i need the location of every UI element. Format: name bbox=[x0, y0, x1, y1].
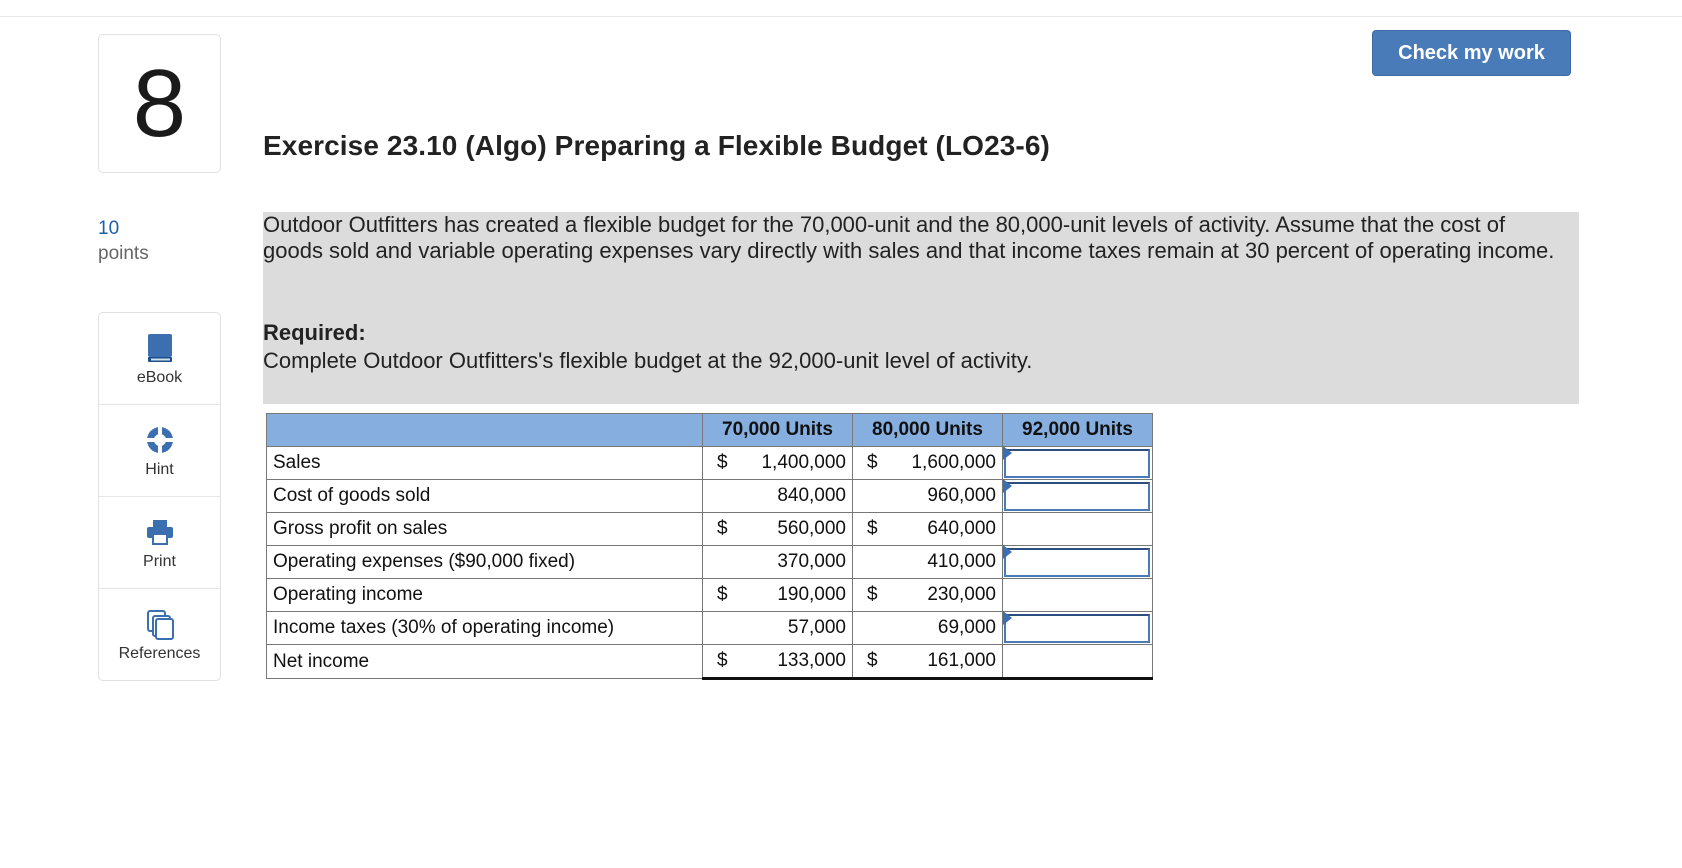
book-icon bbox=[147, 331, 173, 365]
dollar-sign: $ bbox=[867, 584, 878, 605]
cell-70000 bbox=[703, 447, 853, 480]
row-label: Income taxes (30% of operating income) bbox=[267, 612, 703, 645]
row-label: Operating income bbox=[267, 579, 703, 612]
table-row bbox=[267, 513, 1153, 546]
table-row bbox=[267, 645, 1153, 679]
lifebuoy-icon bbox=[145, 423, 175, 457]
cell-80000 bbox=[853, 546, 1003, 579]
flag-icon bbox=[1003, 611, 1012, 625]
cell-80000 bbox=[853, 645, 1003, 679]
flexible-budget-table bbox=[266, 413, 1153, 680]
dollar-sign: $ bbox=[717, 452, 728, 473]
nav-hint-label: Hint bbox=[145, 460, 174, 478]
nav-print-label: Print bbox=[143, 552, 176, 570]
required-instruction: Complete Outdoor Outfitters's flexible budget at the 92,000-unit level of activity. bbox=[263, 348, 1033, 373]
cell-80000 bbox=[853, 579, 1003, 612]
amount-value: 410,000 bbox=[927, 551, 996, 572]
exercise-title: Exercise 23.10 (Algo) Preparing a Flexible Budget (LO23-6) bbox=[263, 130, 1050, 161]
problem-statement bbox=[263, 212, 1579, 404]
amount-value: 960,000 bbox=[927, 485, 996, 506]
amount-value: 1,600,000 bbox=[911, 452, 996, 473]
nav-print[interactable] bbox=[99, 497, 220, 589]
cell-70000 bbox=[703, 546, 853, 579]
flag-icon bbox=[1003, 545, 1012, 559]
row-label: Gross profit on sales bbox=[267, 513, 703, 546]
side-nav bbox=[98, 312, 221, 681]
table-row bbox=[267, 612, 1153, 645]
dollar-sign: $ bbox=[867, 452, 878, 473]
amount-value: 190,000 bbox=[777, 584, 846, 605]
documents-icon bbox=[145, 607, 175, 641]
header-80000: 80,000 Units bbox=[853, 414, 1003, 447]
amount-value: 133,000 bbox=[777, 650, 846, 671]
question-number: 8 bbox=[98, 34, 221, 173]
nav-ebook-label: eBook bbox=[136, 368, 183, 386]
problem-text: Outdoor Outfitters has created a flexible budget for the 70,000-unit and the 80,000-unit levels of activity. Assume that the cost of goods sold and variable operating expenses vary directly with sales and that income taxes remain at 30 percent of operating income. bbox=[263, 212, 1555, 263]
required-label: Required: bbox=[263, 320, 366, 345]
cell-92000[interactable] bbox=[1003, 612, 1153, 645]
cell-80000 bbox=[853, 612, 1003, 645]
row-label: Sales bbox=[267, 447, 703, 480]
amount-value: 1,400,000 bbox=[761, 452, 846, 473]
dollar-sign: $ bbox=[717, 650, 728, 671]
dollar-sign: $ bbox=[867, 650, 878, 671]
check-my-work-button[interactable]: Check my work bbox=[1372, 30, 1571, 76]
amount-value: 640,000 bbox=[927, 518, 996, 539]
nav-references[interactable] bbox=[99, 589, 220, 681]
header-92000: 92,000 Units bbox=[1003, 414, 1153, 447]
computed-cell bbox=[1003, 579, 1152, 611]
flag-icon bbox=[1003, 446, 1012, 460]
cell-70000 bbox=[703, 645, 853, 679]
points-value: 10 bbox=[98, 218, 120, 239]
cell-92000[interactable] bbox=[1003, 546, 1153, 579]
computed-cell bbox=[1003, 513, 1152, 545]
nav-ebook[interactable] bbox=[99, 313, 220, 405]
dollar-sign: $ bbox=[717, 518, 728, 539]
flag-icon bbox=[1003, 479, 1012, 493]
row-label: Net income bbox=[267, 645, 703, 679]
cell-92000 bbox=[1003, 579, 1153, 612]
answer-input[interactable] bbox=[1004, 614, 1150, 643]
cell-92000[interactable] bbox=[1003, 480, 1153, 513]
amount-value: 230,000 bbox=[927, 584, 996, 605]
cell-92000 bbox=[1003, 645, 1153, 679]
amount-value: 370,000 bbox=[777, 551, 846, 572]
points-label: points bbox=[98, 243, 149, 264]
answer-input[interactable] bbox=[1004, 449, 1150, 478]
table-row bbox=[267, 546, 1153, 579]
cell-80000 bbox=[853, 480, 1003, 513]
answer-input[interactable] bbox=[1004, 548, 1150, 577]
answer-input[interactable] bbox=[1004, 482, 1150, 511]
cell-92000 bbox=[1003, 513, 1153, 546]
header-blank bbox=[267, 414, 703, 447]
amount-value: 57,000 bbox=[787, 617, 846, 638]
top-divider bbox=[0, 16, 1682, 17]
amount-value: 560,000 bbox=[777, 518, 846, 539]
cell-70000 bbox=[703, 612, 853, 645]
computed-cell bbox=[1003, 645, 1152, 677]
nav-hint[interactable] bbox=[99, 405, 220, 497]
nav-references-label: References bbox=[118, 645, 201, 662]
table-header-row bbox=[267, 414, 1153, 447]
table-row bbox=[267, 480, 1153, 513]
dollar-sign: $ bbox=[717, 584, 728, 605]
printer-icon bbox=[145, 515, 175, 549]
table-row bbox=[267, 579, 1153, 612]
header-70000: 70,000 Units bbox=[703, 414, 853, 447]
row-label: Operating expenses ($90,000 fixed) bbox=[267, 546, 703, 579]
amount-value: 69,000 bbox=[937, 617, 996, 638]
points-block bbox=[98, 216, 149, 266]
amount-value: 161,000 bbox=[927, 650, 996, 671]
table-row bbox=[267, 447, 1153, 480]
cell-80000 bbox=[853, 513, 1003, 546]
cell-80000 bbox=[853, 447, 1003, 480]
dollar-sign: $ bbox=[867, 518, 878, 539]
cell-70000 bbox=[703, 480, 853, 513]
cell-70000 bbox=[703, 513, 853, 546]
row-label: Cost of goods sold bbox=[267, 480, 703, 513]
cell-70000 bbox=[703, 579, 853, 612]
cell-92000[interactable] bbox=[1003, 447, 1153, 480]
amount-value: 840,000 bbox=[777, 485, 846, 506]
